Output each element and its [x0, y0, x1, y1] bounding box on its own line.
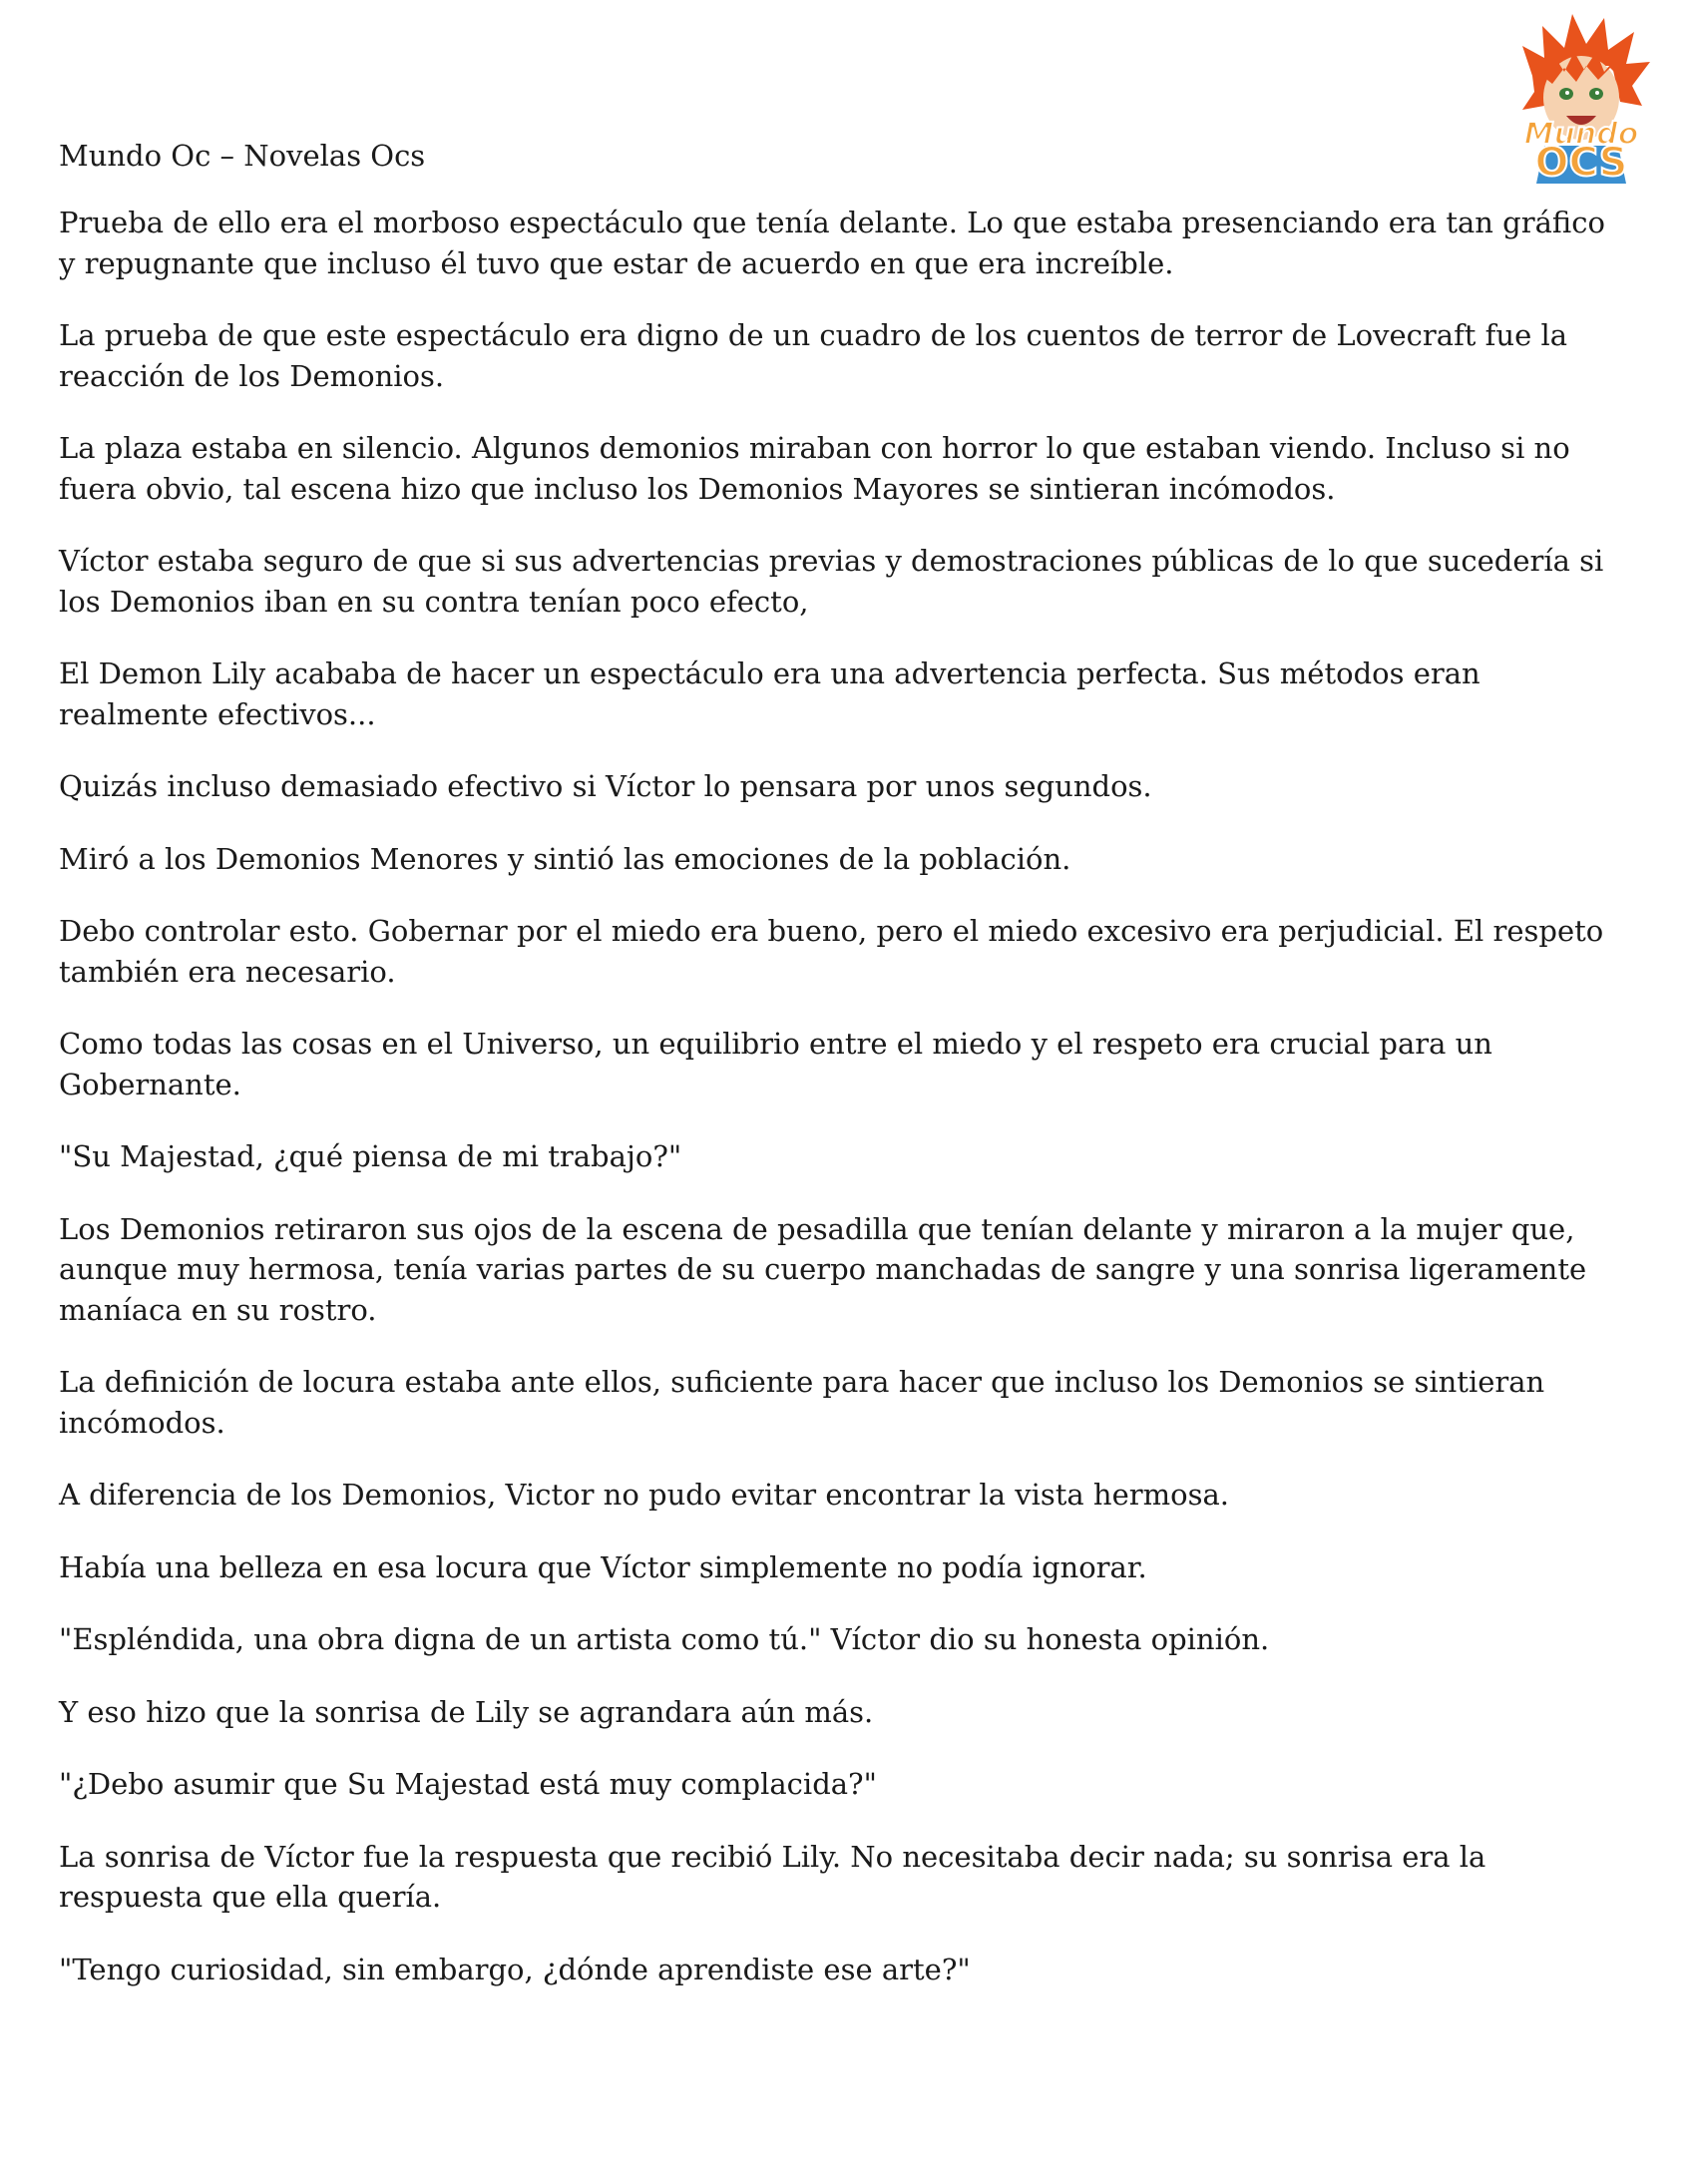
paragraph: Miró a los Demonios Menores y sintió las emociones de la población. — [59, 841, 1071, 876]
paragraph: Y eso hizo que la sonrisa de Lily se agrandara aún más. — [59, 1694, 874, 1729]
paragraph: "¿Debo asumir que Su Majestad está muy complacida?" — [59, 1767, 877, 1801]
page-header: Mundo Oc – Novelas Ocs — [59, 139, 426, 173]
paragraph: Quizás incluso demasiado efectivo si Víctor lo pensara por unos segundos. — [59, 769, 1152, 803]
document-body — [59, 203, 1625, 2021]
paragraph: "Su Majestad, ¿qué piensa de mi trabajo?" — [59, 1139, 682, 1173]
paragraph: El Demon Lily acababa de hacer un espectáculo era una advertencia perfecta. Sus métodos eran realmente efectivos... — [59, 656, 1480, 731]
svg-text:OCS: OCS — [1534, 140, 1628, 184]
paragraph: La prueba de que este espectáculo era digno de un cuadro de los cuentos de terror de Lovecraft fue la reacción de los Demonios. — [59, 318, 1568, 393]
paragraph: Como todas las cosas en el Universo, un equilibrio entre el miedo y el respeto era crucial para un Gobernante. — [59, 1027, 1492, 1101]
paragraph: Debo controlar esto. Gobernar por el miedo era bueno, pero el miedo excesivo era perjudicial. El respeto también era necesario. — [59, 914, 1604, 989]
paragraph: Víctor estaba seguro de que si sus advertencias previas y demostraciones públicas de lo que sucedería si los Demonios iban en su contra tenían poco efecto, — [59, 544, 1604, 619]
paragraph: Había una belleza en esa locura que Víctor simplemente no podía ignorar. — [59, 1549, 1147, 1584]
paragraph: La plaza estaba en silencio. Algunos demonios miraban con horror lo que estaban viendo. Incluso si no fuera obvio, tal escena hizo que incluso los Demonios Mayores se sintieran incómodos. — [59, 431, 1570, 506]
paragraph: "Tengo curiosidad, sin embargo, ¿dónde aprendiste ese arte?" — [59, 1952, 971, 1986]
paragraph: A diferencia de los Demonios, Victor no pudo evitar encontrar la vista hermosa. — [59, 1478, 1229, 1512]
paragraph: La definición de locura estaba ante ellos, suficiente para hacer que incluso los Demonios se sintieran incómodos. — [59, 1365, 1545, 1440]
paragraph: Prueba de ello era el morboso espectáculo que tenía delante. Lo que estaba presenciando era tan gráfico y repugnante que incluso él tuvo que estar de acuerdo en que era increíble. — [59, 206, 1605, 280]
paragraph: Los Demonios retiraron sus ojos de la escena de pesadilla que tenían delante y miraron a la mujer que, aunque muy hermosa, tenía varias partes de su cuerpo manchadas de sangre y una sonrisa ligeramente maníaca en su rostro. — [59, 1211, 1587, 1327]
mundo-ocs-logo-icon — [1492, 6, 1670, 184]
svg-text:Mundo: Mundo — [1523, 117, 1639, 152]
paragraph: "Espléndida, una obra digna de un artista como tú." Víctor dio su honesta opinión. — [59, 1622, 1270, 1656]
paragraph: La sonrisa de Víctor fue la respuesta que recibió Lily. No necesitaba decir nada; su sonrisa era la respuesta que ella quería. — [59, 1839, 1486, 1914]
